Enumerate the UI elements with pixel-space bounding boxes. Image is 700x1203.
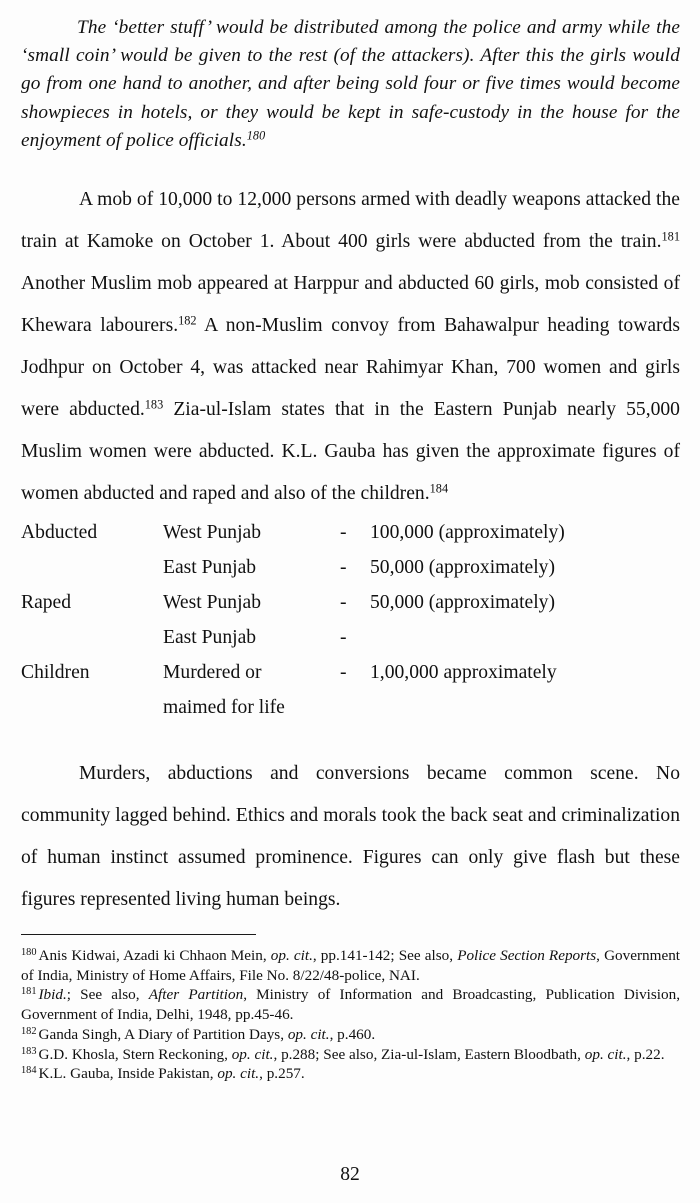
footnote-ref-184: 184 [429,481,449,496]
footnote-text-italic: Police Section Reports [457,947,597,964]
footnote-text: , p.288; See also, Zia-ul-Islam, Eastern Bloodbath, [273,1045,585,1063]
footnote-number-181: 181 [21,986,37,998]
body-paragraph-murders-conversions [21,725,680,921]
table-cell-region: West Punjab [163,522,262,544]
footnote-text: , p.257. [259,1065,305,1083]
footnote-text: , p.460. [329,1025,376,1043]
footnote-ref-183: 183 [144,397,164,412]
footnote-text: ; See also, [66,986,149,1004]
footnotes-section [21,946,680,1084]
blockquote-text: The ‘better stuff’ would be distributed among the police and army while the ‘small coin’ would be given to the rest (of the attackers). After this the girls would go from one hand to another, and after being sold four or five times would become showpieces in hotels, or they would be kept in safe-custody in the house for the enjoyment of police officials. [21,17,680,151]
footnote-text-italic: Ibid. [38,986,67,1004]
table-cell-value: 1,00,000 approximately [370,662,557,684]
table-cell-region: maimed for life [163,697,285,719]
paragraph-text: A mob of 10,000 to 12,000 persons armed with deadly weapons attacked the train at Kamoke on October 1. About 400 girls were abducted from the train. [21,189,680,253]
table-cell-dash: - [340,522,347,544]
table-cell-category [21,550,163,585]
footnote-text: , p.22. [626,1045,665,1063]
footnote-text-italic: op. cit. [217,1065,260,1083]
table-cell-category: Children [21,662,90,684]
footnote-ref-181: 181 [661,229,680,244]
table-cell-category: Abducted [21,522,98,544]
footnote-text-italic: op. cit. [584,1045,627,1063]
table-cell-region: East Punjab [163,627,257,649]
footnote-ref-180: 180 [246,128,266,143]
table-cell-category [21,620,163,655]
table-row [21,515,680,550]
table-cell-region: Murdered or [163,662,262,684]
table-row [21,655,680,690]
footnote-text-italic: op. cit. [287,1025,330,1043]
footnote-181 [21,985,680,1024]
footnote-text-italic: op. cit. [231,1045,274,1063]
table-cell-category [21,690,163,725]
footnote-text: K.L. Gauba, Inside Pakistan, [38,1065,218,1083]
footnote-text: Anis Kidwai, Azadi ki Chhaon Mein, [38,947,271,964]
table-cell-dash: - [340,627,347,649]
table-row [21,620,680,655]
figures-table [21,515,680,725]
blockquote-extract [21,0,680,155]
table-row [21,550,680,585]
footnote-text: , pp.141-142; See also, [312,947,458,964]
footnote-text: , Ministry of Information and Broadcasting, Publication Division, Government of India, Delhi, 1948, pp.45-46. [21,986,681,1024]
footnote-ref-182: 182 [178,313,197,328]
paragraph-text: Zia-ul-Islam states that in the Eastern Punjab nearly 55,000 Muslim women were abducted. K.L. Gauba has given the approximate figures of women abducted and raped and also of the children. [21,399,680,505]
footnote-text: , Government of India, Ministry of Home Affairs, File No. 8/22/48-police, NAI. [21,947,681,984]
table-cell-dash: - [340,592,347,614]
footnote-text-italic: op. cit. [270,947,313,964]
footnote-number-182: 182 [21,1025,37,1037]
figures-table-body [21,515,680,725]
page-content [21,0,680,921]
table-cell-category: Raped [21,592,72,614]
footnote-text: G.D. Khosla, Stern Reckoning, [38,1045,232,1063]
table-row [21,585,680,620]
footnote-text: Ganda Singh, A Diary of Partition Days, [38,1025,288,1043]
table-cell-value: 100,000 (approximately) [370,522,565,544]
table-cell-dash: - [340,557,347,579]
paragraph-text: A non-Muslim convoy from Bahawalpur heading towards Jodhpur on October 4, was attacked near Rahimyar Khan, 700 women and girls were abducted. [21,315,680,421]
footnote-number-180: 180 [21,947,37,959]
footnote-184 [21,1064,680,1084]
body-paragraph-mob-attacks [21,155,680,515]
footnote-separator-rule [21,934,256,935]
table-cell-dash [340,690,370,725]
paragraph-text: Another Muslim mob appeared at Harppur and abducted 60 girls, mob consisted of Khewara labourers. [21,273,680,337]
table-cell-region: East Punjab [163,557,257,579]
footnote-183 [21,1045,680,1065]
paragraph-text: Murders, abductions and conversions became common scene. No community lagged behind. Ethics and morals took the back seat and criminalization of human instinct assumed prominence. Figures can only give flash but these figures represented living human beings. [21,763,680,911]
table-cell-value: 50,000 (approximately) [370,557,556,579]
table-cell-region: West Punjab [163,592,262,614]
footnote-180 [21,946,680,985]
footnote-number-183: 183 [21,1045,37,1057]
table-cell-value [370,620,680,655]
footnote-number-184: 184 [21,1065,37,1077]
table-cell-value: 50,000 (approximately) [370,592,556,614]
page-number: 82 [340,1164,360,1185]
table-cell-value [370,690,680,725]
table-cell-dash: - [340,662,347,684]
footnote-text-italic: After Partition [148,986,244,1004]
table-row [21,690,680,725]
footnote-182 [21,1025,680,1045]
